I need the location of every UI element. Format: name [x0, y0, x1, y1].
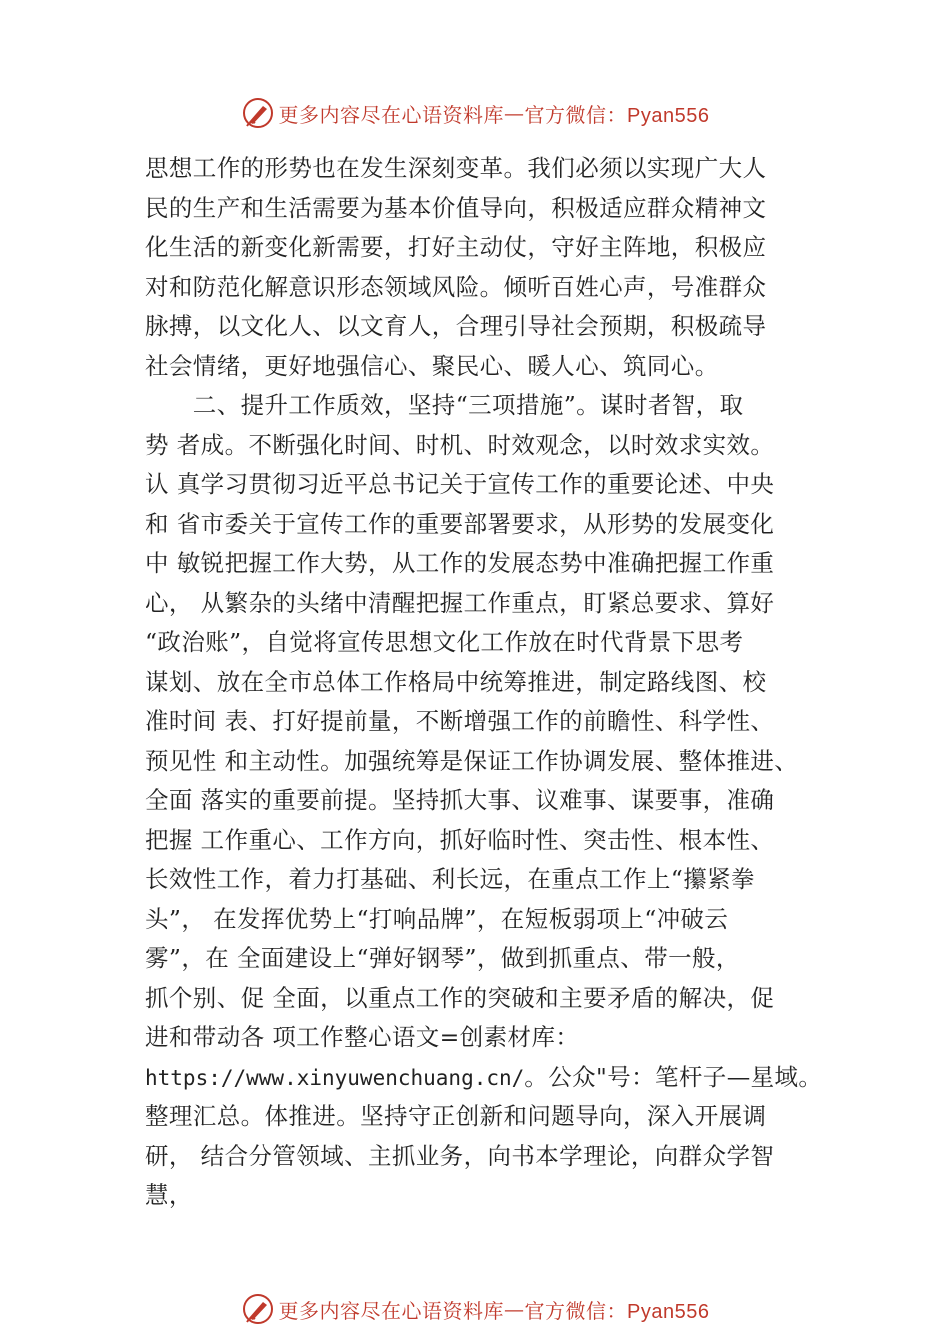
text-line: 抓个别、促 全面，以重点工作的突破和主要矛盾的解决，促	[145, 983, 775, 1012]
source-url: https://www.xinyuwenchuang.cn/	[145, 1065, 525, 1090]
text-line: 势 者成。不断强化时间、时机、时效观念，以时效求实效。	[145, 430, 775, 459]
text-line: “政治账”，自觉将宣传思想文化工作放在时代背景下思考	[145, 628, 744, 656]
pen-logo-icon	[241, 1292, 275, 1326]
text-line: 化生活的新变化新需要，打好主动仗，守好主阵地，积极应	[145, 233, 767, 261]
text-line: 民的生产和生活需要为基本价值导向，积极适应群众精神文	[145, 193, 767, 222]
text-line: 研， 结合分管领域、主抓业务，向书本学理论，向群众学智	[145, 1141, 775, 1170]
text-line: 头”， 在发挥优势上“打响品牌”，在短板弱项上“冲破云	[145, 904, 729, 933]
text-line: 整理汇总。体推进。坚持守正创新和问题导向，深入开展调	[145, 1102, 767, 1130]
text-line: 把握 工作重心、工作方向，抓好临时性、突击性、根本性、	[145, 825, 775, 854]
text-line: 社会情绪，更好地强信心、聚民心、暖人心、筑同心。	[145, 351, 719, 380]
document-body	[145, 149, 845, 1216]
text-line: 雾”，在 全面建设上“弹好钢琴”，做到抓重点、带一般，	[145, 944, 740, 972]
text-line: 慧，	[145, 1181, 193, 1209]
banner-brand: 更多内容尽在心语资料库	[278, 1298, 505, 1323]
banner-wechat: 官方微信：Pyan556	[524, 1300, 710, 1323]
header-watermark	[0, 93, 950, 133]
text-line: 长效性工作，着力打基础、利长远，在重点工作上“攥紧拳	[145, 865, 755, 893]
text-line: 认 真学习贯彻习近平总书记关于宣传工作的重要论述、中央	[145, 470, 775, 498]
text-line: 全面 落实的重要前提。坚持抓大事、议难事、谋要事，准确	[145, 786, 775, 814]
url-line	[145, 1058, 845, 1098]
text-line: 准时间 表、打好提前量，不断增强工作的前瞻性、科学性、	[145, 707, 775, 735]
text-line: 二、提升工作质效，坚持“三项措施”。谋时者智，取	[145, 391, 744, 419]
text-line: 思想工作的形势也在发生深刻变革。我们必须以实现广大人	[145, 154, 767, 182]
text-line: 中 敏锐把握工作大势，从工作的发展态势中准确把握工作重	[145, 549, 775, 577]
banner-separator: —	[504, 101, 525, 125]
url-line-suffix: 。公众"号：笔杆子—星域。	[524, 1062, 823, 1091]
text-line: 对和防范化解意识形态领域风险。倾听百姓心声，号准群众	[145, 272, 767, 301]
banner-brand: 更多内容尽在心语资料库	[278, 102, 505, 127]
banner-separator: —	[504, 1297, 525, 1321]
text-line: 脉搏，以文化人、以文育人，合理引导社会预期，积极疏导	[145, 312, 767, 340]
pen-logo-icon	[241, 96, 275, 130]
banner-wechat: 官方微信：Pyan556	[524, 104, 710, 127]
text-line: 预见性 和主动性。加强统筹是保证工作协调发展、整体推进、	[145, 746, 799, 775]
text-line: 进和带动各 项工作整心语文=创素材库：	[145, 1023, 580, 1051]
text-line: 心， 从繁杂的头绪中清醒把握工作重点，盯紧总要求、算好	[145, 588, 775, 617]
footer-watermark	[0, 1289, 950, 1329]
text-line: 和 省市委关于宣传工作的重要部署要求，从形势的发展变化	[145, 509, 775, 538]
text-line: 谋划、放在全市总体工作格局中统筹推进，制定路线图、校	[145, 667, 767, 696]
